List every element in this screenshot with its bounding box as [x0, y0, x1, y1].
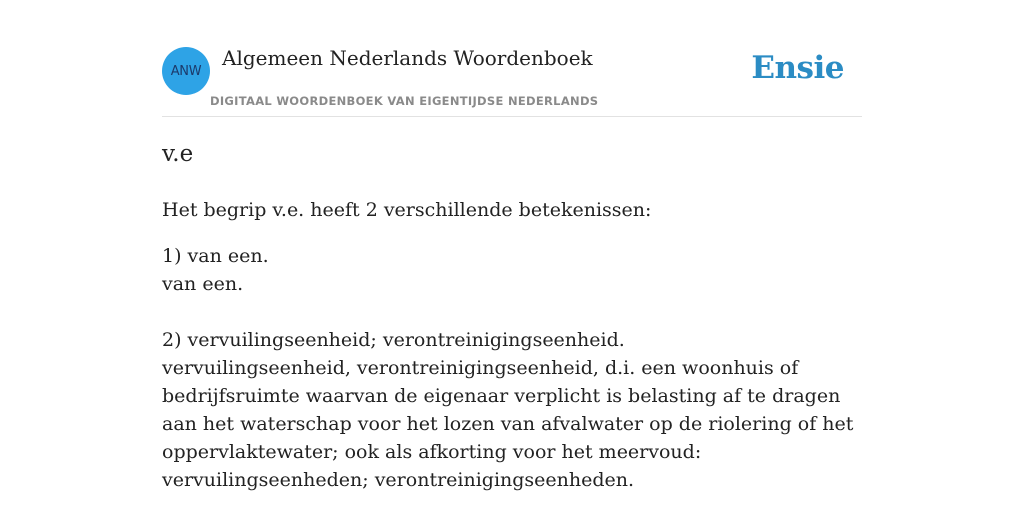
site-header — [162, 44, 862, 117]
sense-heading: 1) van een. — [162, 245, 269, 267]
sense-definition: vervuilingseenheid, verontreinigingseenheid, d.i. een woonhuis of bedrijfsruimte waarvan de eigenaar verplicht is belasting af te dragen aan het waterschap voor het lozen van afvalwater op de riolering of het oppervlaktewater; ook als afkorting voor het meervoud: vervuilingseenheden; verontreinigingseenheden. — [162, 357, 854, 491]
dictionary-title[interactable]: Algemeen Nederlands Woordenboek — [222, 46, 593, 70]
sense-item — [162, 242, 862, 298]
dictionary-subtitle: DIGITAAL WOORDENBOEK VAN EIGENTIJDSE NEDERLANDS — [210, 94, 599, 108]
sense-item — [162, 326, 862, 494]
ensie-logo-link[interactable]: Ensie — [751, 50, 844, 86]
entry-content — [162, 136, 862, 512]
logo-text: ANW — [170, 63, 202, 79]
entry-intro: Het begrip v.e. heeft 2 verschillende betekenissen: — [162, 199, 652, 221]
sense-definition: van een. — [162, 273, 244, 295]
sense-heading: 2) vervuilingseenheid; verontreinigingseenheid. — [162, 329, 625, 351]
page-title: v.e — [162, 141, 194, 167]
anw-logo[interactable] — [162, 47, 210, 95]
